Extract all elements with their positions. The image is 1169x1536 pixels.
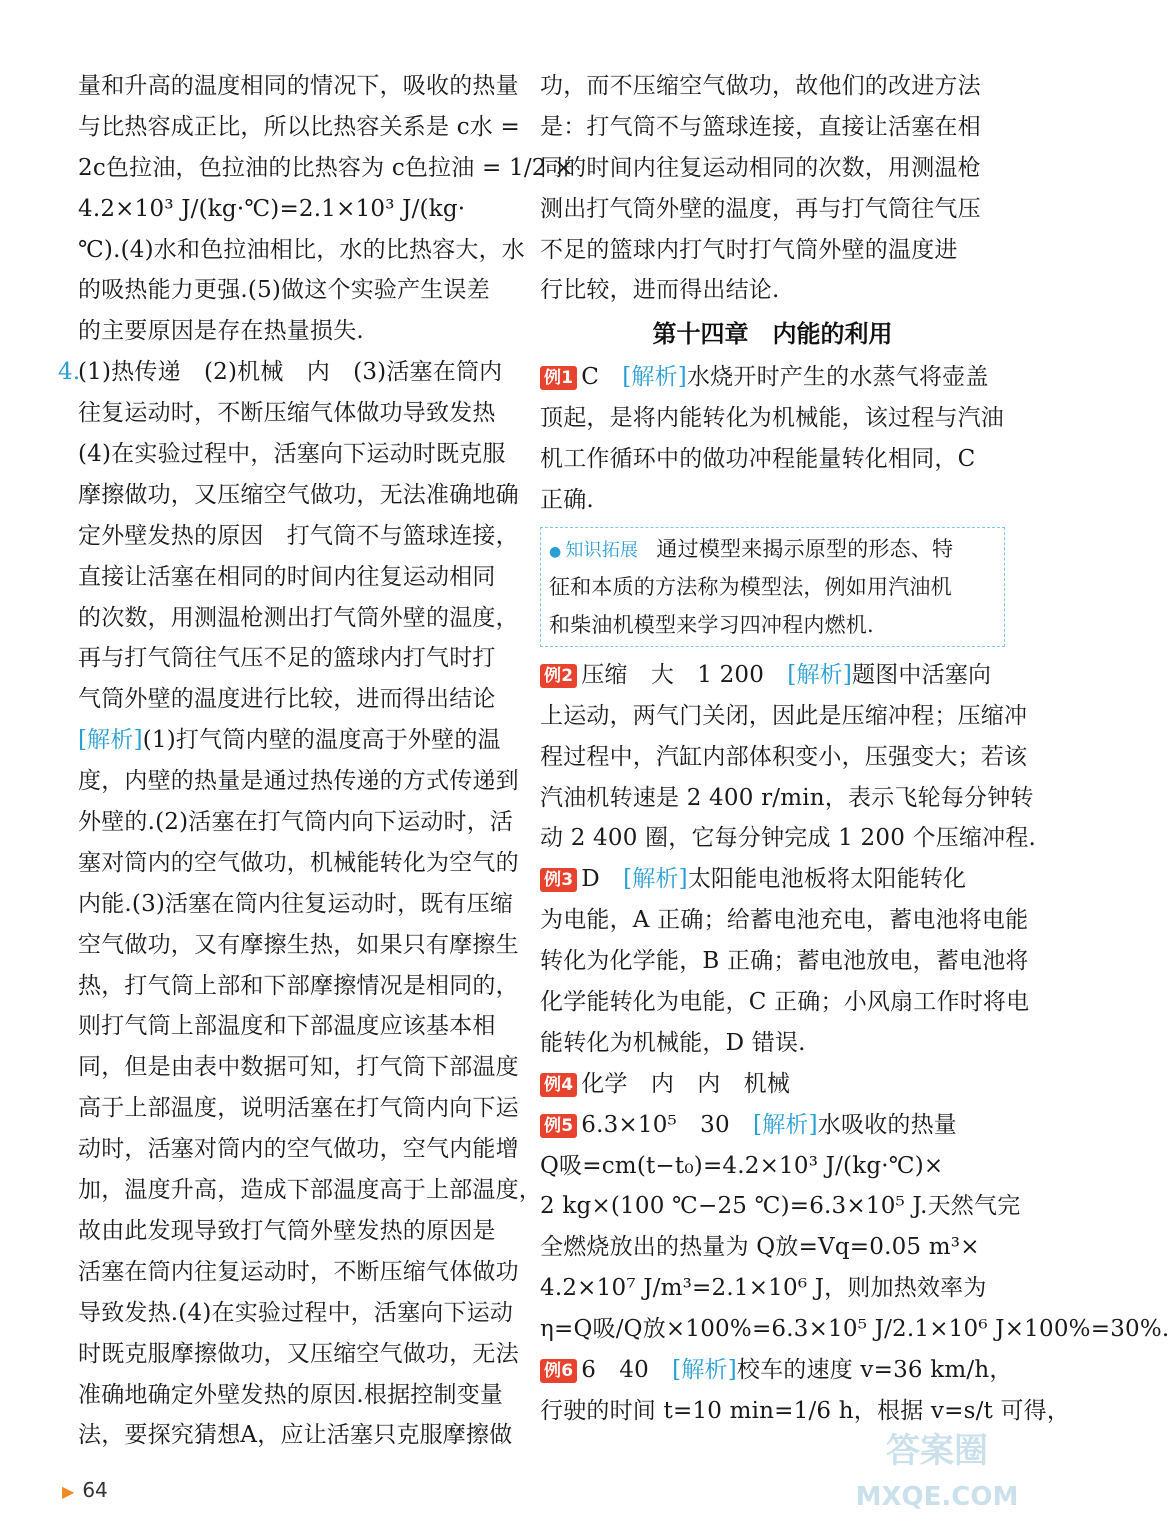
- page-arrow-icon: ▶: [62, 1482, 75, 1501]
- ex3-line: [540, 859, 1005, 900]
- left-text-line: 往复运动时，不断压缩气体做功导致发热: [78, 400, 496, 427]
- example-text: 上运动，两气门关闭，因此是压缩冲程；压缩冲: [540, 702, 1028, 729]
- example-text: 行驶的时间 t=10 min=1/6 h，根据 v=s/t 可得，: [540, 1397, 1071, 1424]
- right-text-line: 功，而不压缩空气做功，故他们的改进方法: [540, 73, 981, 99]
- left-text-line: 4.2×10³ J/(kg·℃)=2.1×10³ J/(kg·: [78, 195, 466, 222]
- example-text: 顶起，是将内能转化为机械能，该过程与汽油: [540, 405, 1004, 432]
- left-text-line: 空气做功，又有摩擦生热，如果只有摩擦生: [78, 931, 519, 958]
- example-text: 机工作循环中的做功冲程能量转化相同，C: [540, 446, 976, 473]
- ex2-line: [540, 696, 1028, 737]
- right-text-line: 行比较，进而得出结论.: [540, 277, 780, 304]
- left-text-line: 与比热容成正比，所以比热容关系是 c水 =: [78, 113, 520, 140]
- example-text: 压缩 大 1 200 [解析]题图中活塞向: [581, 661, 992, 688]
- left-text-line: 时既克服摩擦做功，又压缩空气做功，无法: [78, 1340, 519, 1367]
- ex5-line: [540, 1268, 1005, 1309]
- analysis-tag: [解析]: [78, 727, 143, 754]
- left-text-line: 法，要探究猜想A，应让活塞只克服摩擦做: [78, 1422, 513, 1449]
- analysis-tag: [解析]: [623, 866, 688, 893]
- answer-number: 4.: [58, 359, 81, 386]
- example-text: 全燃烧放出的热量为 Q放=Vq=0.05 m³×: [540, 1234, 980, 1261]
- left-text-line: 度，内壁的热量是通过热传递的方式传递到: [78, 768, 519, 795]
- ex5-line: [540, 1105, 1005, 1146]
- left-text-line: 导致发热.(4)在实验过程中，活塞向下运动: [78, 1299, 514, 1326]
- example-text: Q吸=cm(t−t₀)=4.2×10³ J/(kg·℃)×: [540, 1152, 944, 1179]
- knowledge-label: 知识拓展: [565, 539, 657, 561]
- svg-text:MXQE.COM: MXQE.COM: [855, 1482, 1019, 1512]
- left-text-line: 外壁的.(2)活塞在打气筒内向下运动时，活: [78, 809, 514, 836]
- example-text: D [解析]太阳能电池板将太阳能转化: [581, 866, 967, 893]
- ex1-line: [540, 439, 1005, 480]
- knowledge-text: 和柴油机模型来学习四冲程内燃机.: [549, 612, 874, 637]
- left-text-line: 2c色拉油，色拉油的比热容为 c色拉油 = 1/2 ×: [78, 154, 574, 181]
- knowledge-text: 通过模型来揭示原型的形态、特: [656, 536, 954, 561]
- ex1-line: [540, 398, 1005, 439]
- example-text: 转化为化学能，B 正确；蓄电池放电，蓄电池将: [540, 948, 1029, 975]
- knowledge-extension-box: [540, 527, 1005, 647]
- left-text-line: 定外壁发热的原因 打气筒不与篮球连接，: [78, 522, 519, 549]
- ex3-line: [540, 1023, 1005, 1064]
- left-text-line: 高于上部温度，说明活塞在打气筒内向下运: [78, 1095, 519, 1122]
- example-text: 为电能，A 正确；给蓄电池充电，蓄电池将电能: [540, 907, 1029, 934]
- example-text: 正确.: [540, 487, 594, 514]
- right-text-line: 同的时间内往复运动相同的次数，用测温枪: [540, 154, 981, 181]
- ex2-line: [540, 818, 1037, 859]
- left-text-line: 塞对筒内的空气做功，机械能转化为空气的: [78, 849, 519, 876]
- chapter-title: 第十四章 内能的利用: [652, 320, 893, 349]
- example-badge: 例6: [540, 1359, 577, 1383]
- left-text-line: 活塞在筒内往复运动时，不断压缩气体做功: [78, 1258, 519, 1285]
- example-text: 化学能转化为电能，C 正确；小风扇工作时将电: [540, 989, 1030, 1016]
- left-text-line: 直接让活塞在相同的时间内往复运动相同: [78, 563, 496, 590]
- left-text-line: 4. (1)热传递 (2)机械 内 (3)活塞在筒内: [78, 352, 518, 393]
- left-text-line: 气筒外壁的温度进行比较，进而得出结论: [78, 686, 496, 713]
- example-text: η=Q吸/Q放×100%=6.3×10⁵ J/2.1×10⁶ J×100%=30%.: [540, 1316, 1169, 1343]
- example-text: 动 2 400 圈，它每分钟完成 1 200 个压缩冲程.: [540, 825, 1037, 852]
- left-text-line: 动时，活塞对筒内的空气做功，空气内能增: [78, 1136, 519, 1163]
- left-text-line: 热，打气筒上部和下部摩擦情况是相同的，: [78, 972, 519, 999]
- example-text: 程过程中，汽缸内部体积变小，压强变大；若该: [540, 743, 1028, 770]
- right-text-line: 测出打气筒外壁的温度，再与打气筒往气压: [540, 195, 981, 222]
- left-text-line: 再与打气筒往气压不足的篮球内打气时打: [78, 645, 496, 672]
- right-column: [540, 66, 1169, 1432]
- knowledge-line: [549, 606, 996, 644]
- ex1-line: [540, 357, 1005, 398]
- ex3-line: [540, 900, 1029, 941]
- left-text-line: (4)在实验过程中，活塞向下运动时既克服: [78, 441, 506, 468]
- right-text-line: 不足的篮球内打气时打气筒外壁的温度进: [540, 236, 958, 263]
- ex3-line: [540, 941, 1029, 982]
- example-badge: 例1: [540, 366, 577, 390]
- example-badge: 例2: [540, 664, 577, 688]
- ex2-line: [540, 737, 1028, 778]
- ex2-line: [540, 655, 1005, 696]
- left-text-line: 的次数，用测温枪测出打气筒外壁的温度，: [78, 604, 519, 631]
- left-text-line: [解析](1)打气筒内壁的温度高于外壁的温: [78, 727, 501, 754]
- example-text: 能转化为机械能，D 错误.: [540, 1029, 806, 1056]
- example-badge: 例3: [540, 868, 577, 892]
- left-text-line: 同，但是由表中数据可知，打气筒下部温度: [78, 1054, 519, 1081]
- ex2-line: [540, 778, 1034, 819]
- left-text-line: 内能.(3)活塞在筒内往复运动时，既有压缩: [78, 890, 514, 917]
- example-text: C [解析]水烧开时产生的水蒸气将壶盖: [581, 364, 989, 391]
- ex3-line: [540, 982, 1030, 1023]
- left-text-line: 准确地确定外壁发热的原因.根据控制变量: [78, 1381, 504, 1408]
- analysis-tag: [解析]: [787, 661, 853, 688]
- example-text: 6 40 [解析]校车的速度 v=36 km/h，: [581, 1357, 1013, 1384]
- example-text: 汽油机转速是 2 400 r/min，表示飞轮每分钟转: [540, 784, 1034, 811]
- ex6-line: [540, 1350, 1013, 1391]
- ex5-line: [540, 1309, 1169, 1350]
- watermark-logo: [855, 1420, 1019, 1520]
- knowledge-text: 征和本质的方法称为模型法，例如用汽油机: [549, 574, 952, 599]
- left-text-line: 加，温度升高，造成下部温度高于上部温度，: [78, 1177, 542, 1204]
- example-badge: 例4: [540, 1073, 577, 1097]
- left-text-line: 的主要原因是存在热量损失.: [78, 318, 364, 345]
- left-text-line: 摩擦做功，又压缩空气做功，无法准确地确: [78, 481, 519, 508]
- knowledge-line: [549, 530, 996, 568]
- example-text: 4.2×10⁷ J/m³=2.1×10⁶ J，则加热效率为: [540, 1275, 987, 1302]
- analysis-tag: [解析]: [622, 364, 687, 391]
- left-text-line: 量和升高的温度相同的情况下，吸收的热量: [78, 73, 519, 99]
- analysis-tag: [解析]: [753, 1111, 818, 1138]
- example-text: 2 kg×(100 ℃−25 ℃)=6.3×10⁵ J.天然气完: [540, 1193, 1021, 1220]
- ex5-line: [540, 1146, 1005, 1187]
- example-badge: 例5: [540, 1114, 577, 1138]
- page-number: ▶ 64: [62, 1478, 108, 1502]
- left-text-line: ℃).(4)水和色拉油相比，水的比热容大，水: [78, 236, 525, 263]
- bullet-icon: ●: [549, 543, 562, 560]
- analysis-tag: [解析]: [672, 1357, 737, 1384]
- ex5-line: [540, 1227, 1005, 1268]
- right-text-line: 是：打气筒不与篮球连接，直接让活塞在相: [540, 113, 981, 140]
- knowledge-line: [549, 568, 996, 606]
- svg-text:答案圈: 答案圈: [886, 1431, 988, 1471]
- ex5-line: [540, 1186, 1021, 1227]
- left-text-line: 则打气筒上部温度和下部温度应该基本相: [78, 1013, 496, 1040]
- ex1-line: [540, 480, 1005, 521]
- ex4-line: [540, 1064, 1005, 1105]
- example-text: 6.3×10⁵ 30 [解析]水吸收的热量: [581, 1111, 957, 1138]
- example-text: 化学 内 内 机械: [581, 1070, 791, 1097]
- left-text-line: 的吸热能力更强.(5)做这个实验产生误差: [78, 277, 490, 304]
- left-text-line: 故由此发现导致打气筒外壁发热的原因是: [78, 1217, 496, 1244]
